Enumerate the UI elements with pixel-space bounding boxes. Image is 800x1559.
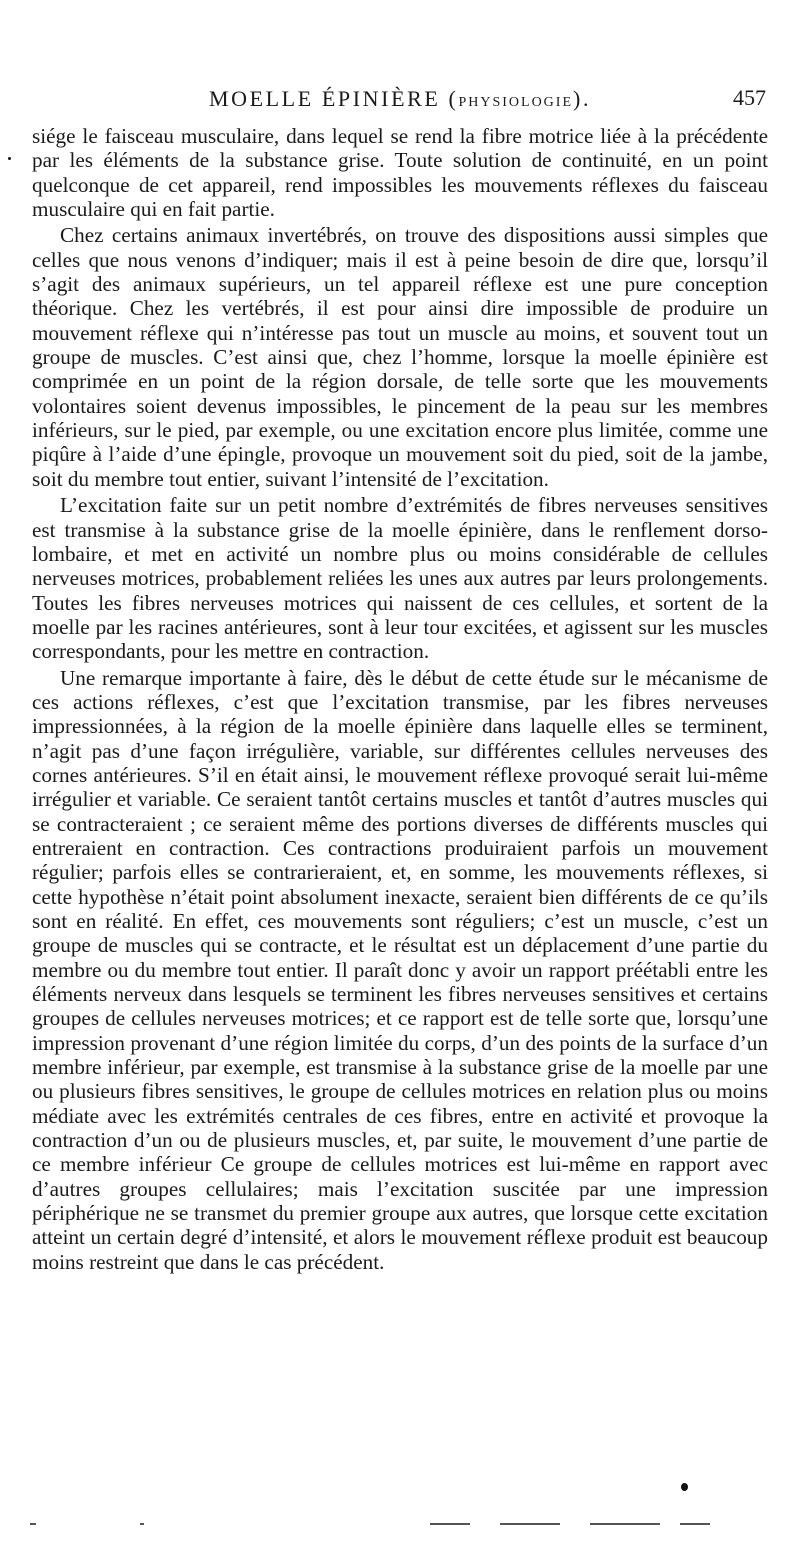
- page-number: 457: [733, 85, 766, 110]
- edge-mark: [140, 1523, 144, 1525]
- paragraph-excitation: L’excitation faite sur un petit nombre d’extrémités de fibres nerveuses sensitives est transmise à la substance grise de la moelle épinière, dans le renflement dorso-lombaire, et met en activité un nombre plus ou moins considérable de cellules nerveuses motrices, probablement reliées les unes aux autres par leurs prolongements. Toutes les fibres nerveuses motrices qui naissent de ces cellules, et sortent de la moelle par les racines antérieures, sont à leur tour excitées, et agissent sur les muscles correspondants, pour les mettre en contraction.: [32, 493, 768, 664]
- body-text: [32, 124, 768, 1274]
- running-head-title-close: ).: [573, 86, 592, 111]
- paragraph-remark: Une remarque importante à faire, dès le début de cette étude sur le mécanisme de ces actions réflexes, c’est que l’excitation transmise, par les fibres nerveuses impressionnées, à la région de la moelle épinière dans laquelle elles se terminent, n’agit pas d’une façon irrégulière, variable, sur différentes cellules nerveuses des cornes antérieures. S’il en était ainsi, le mouvement réflexe provoqué serait lui-même irrégulier et variable. Ce seraient tantôt certains muscles et tantôt d’autres muscles qui se contracteraient ; ce seraient même des portions diverses de différents muscles qui entreraient en contraction. Ces contractions produiraient parfois un mouvement régulier; parfois elles se contrarieraient, et, en somme, les mouvements réflexes, si cette hypothèse n’était point absolument inexacte, seraient bien différents de ce qu’ils sont en réalité. En effet, ces mouvements sont réguliers; c’est un muscle, c’est un groupe de muscles qui se contracte, et le résultat est un déplacement d’une partie du membre ou du membre tout entier. Il paraît donc y avoir un rapport préétabli entre les éléments nerveux dans lesquels se terminent les fibres nerveuses sensitives et certains groupes de cellules nerveuses motrices; et ce rapport est de telle sorte que, lorsqu’une impression provenant d’une région limitée du corps, d’un des points de la surface d’un membre inférieur, par exemple, est transmise à la substance grise de la moelle par une ou plusieurs fibres sensitives, le groupe de cellules motrices en relation plus ou moins médiate avec les extrémités centrales de ces fibres, entre en activité et provoque la contraction d’un ou de plusieurs muscles, et, par suite, le mouvement d’une partie de ce membre inférieur Ce groupe de cellules motrices est lui-même en rapport avec d’autres groupes cellulaires; mais l’excitation suscitée par une impression périphérique ne se transmet du premier groupe aux autres, que lorsque cette excitation atteint un certain degré d’intensité, et alors le mouvement réflexe produit est beaucoup moins restreint que dans le cas précédent.: [32, 665, 768, 1274]
- paragraph-continued: siége le faisceau musculaire, dans lequel se rend la fibre motrice liée à la précédente par les éléments de la substance grise. Toute solution de continuité, en un point quelconque de cet appareil, rend impossibles les mouvements réflexes du faisceau musculaire qui en fait partie.: [32, 124, 768, 222]
- edge-mark: [680, 1523, 710, 1525]
- running-head: [0, 84, 800, 120]
- ink-speck: [8, 157, 11, 160]
- edge-mark: [500, 1523, 560, 1525]
- bottom-edge-marks: [30, 1521, 770, 1527]
- edge-mark: [30, 1523, 36, 1525]
- edge-mark: [430, 1523, 470, 1525]
- paragraph-invertebrates: Chez certains animaux invertébrés, on trouve des dispositions aussi simples que celles que nous venons d’indiquer; mais il est à peine besoin de dire que, lorsqu’il s’agit des animaux supérieurs, un tel appareil réflexe est une pure conception théorique. Chez les vertébrés, il est pour ainsi dire impossible de produire un mouvement réflexe qui n’intéresse pas tout un muscle au moins, et souvent tout un groupe de muscles. C’est ainsi que, chez l’homme, lorsque la moelle épinière est comprimée en un point de la région dorsale, de telle sorte que les mouvements volontaires soient devenus impossibles, le pincement de la peau sur les membres inférieurs, sur le pied, par exemple, ou une excitation encore plus limitée, comme une piqûre à l’aide d’une épingle, provoque un mouvement soit du pied, soit de la jambe, soit du membre tout entier, suivant l’intensité de l’excitation.: [32, 223, 768, 491]
- edge-mark: [590, 1523, 660, 1525]
- ink-speck: [681, 1483, 688, 1491]
- running-head-subject: PHYSIOLOGIE: [458, 95, 574, 110]
- running-head-title-main: MOELLE ÉPINIÈRE (: [208, 86, 459, 111]
- running-head-title: [0, 84, 800, 118]
